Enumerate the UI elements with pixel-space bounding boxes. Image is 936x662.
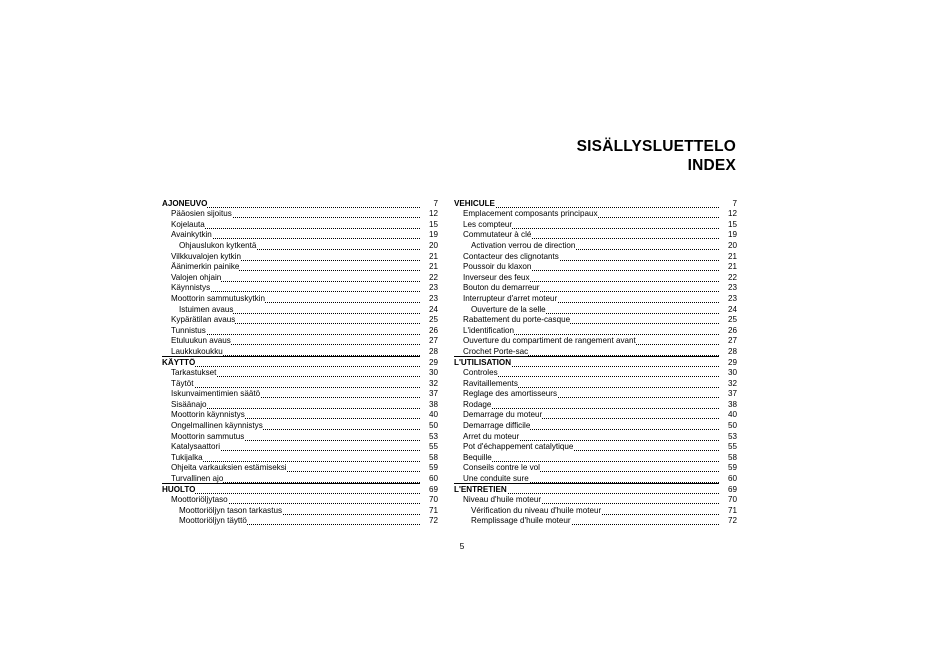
toc-entry (162, 420, 438, 431)
toc-entry-label: Ohjauslukon kytkentä (179, 240, 257, 250)
toc-entry-page: 32 (727, 378, 737, 388)
toc-entry-label: HUOLTO (162, 484, 196, 494)
toc-entry-page: 24 (727, 304, 737, 314)
toc-entry-page: 20 (727, 240, 737, 250)
toc-entry-label: Tarkastukset (171, 368, 217, 378)
toc-entry-page: 7 (433, 198, 438, 208)
toc-entry-page: 55 (727, 442, 737, 452)
toc-entry-label: Demarrage difficile (463, 421, 531, 431)
toc-entry-page: 23 (428, 293, 438, 303)
dot-leader (162, 492, 420, 494)
toc-entry-page: 60 (428, 474, 438, 484)
toc-entry (454, 442, 737, 453)
toc-entry (162, 240, 438, 251)
page-title-finnish: SISÄLLYSLUETTELO (576, 138, 736, 155)
toc-entry (162, 209, 438, 220)
toc-entry-page: 21 (727, 262, 737, 272)
toc-entry-label: Conseils contre le vol (463, 463, 540, 473)
toc-section-heading (454, 198, 737, 209)
toc-entry (162, 346, 438, 357)
toc-entry (162, 442, 438, 453)
toc-entry (454, 378, 737, 389)
toc-entry (162, 336, 438, 347)
toc-entry (454, 452, 737, 463)
dot-leader (171, 407, 420, 409)
toc-entry (162, 452, 438, 463)
toc-entry-label: Interrupteur d'arret moteur (463, 293, 558, 303)
toc-entry-page: 50 (428, 421, 438, 431)
toc-entry (162, 473, 438, 484)
toc-entry-label: Contacteur des clignotants (463, 251, 559, 261)
toc-entry-label: VEHICULE (454, 198, 495, 208)
toc-entry-page: 7 (732, 198, 737, 208)
toc-entry (162, 283, 438, 294)
toc-section-heading (162, 484, 438, 495)
toc-french (454, 198, 737, 526)
toc-entry-label: AJONEUVO (162, 198, 208, 208)
toc-entry-page: 69 (428, 484, 438, 494)
toc-entry-label: Bequille (463, 452, 492, 462)
toc-entry-page: 21 (727, 251, 737, 261)
toc-entry-page: 38 (428, 399, 438, 409)
toc-entry (162, 389, 438, 400)
toc-entry (454, 516, 737, 527)
toc-entry-label: L'UTILISATION (454, 357, 512, 367)
toc-entry-label: Crochet Porte-sac (463, 346, 529, 356)
toc-entry-label: Pääosien sijoitus (171, 209, 232, 219)
toc-entry-page: 60 (727, 474, 737, 484)
toc-entry-page: 12 (428, 209, 438, 219)
toc-entry-label: Activation verrou de direction (471, 240, 576, 250)
toc-entry-page: 72 (727, 516, 737, 526)
toc-entry-page: 70 (727, 495, 737, 505)
toc-entry-label: Pot d'échappement catalytique (463, 442, 574, 452)
toc-entry (162, 219, 438, 230)
toc-entry-label: Istuimen avaus (179, 304, 234, 314)
toc-entry (162, 325, 438, 336)
toc-entry (162, 378, 438, 389)
toc-entry (454, 346, 737, 357)
toc-entry-label: Inverseur des feux (463, 272, 530, 282)
toc-entry (454, 293, 737, 304)
toc-entry-page: 19 (428, 230, 438, 240)
toc-entry-label: Ongelmallinen käynnistys (171, 421, 263, 431)
toc-entry (454, 431, 737, 442)
toc-entry-page: 15 (727, 219, 737, 229)
toc-entry-page: 22 (727, 272, 737, 282)
toc-entry (454, 219, 737, 230)
toc-entry-label: Vilkkuvalojen kytkin (171, 251, 242, 261)
toc-entry-label: Rabattement du porte-casque (463, 315, 571, 325)
toc-entry-page: 29 (428, 357, 438, 367)
toc-entry-label: Poussoir du klaxon (463, 262, 532, 272)
toc-entry (454, 315, 737, 326)
toc-entry-page: 23 (727, 283, 737, 293)
toc-entry-page: 69 (727, 484, 737, 494)
toc-entry-page: 59 (428, 463, 438, 473)
toc-entry-page: 70 (428, 495, 438, 505)
toc-entry-page: 26 (727, 325, 737, 335)
toc-entry-page: 25 (727, 315, 737, 325)
toc-entry-label: Kypärätilan avaus (171, 315, 236, 325)
toc-finnish (162, 198, 438, 526)
toc-entry-page: 27 (727, 336, 737, 346)
toc-entry (454, 240, 737, 251)
toc-entry (162, 399, 438, 410)
toc-entry-label: Remplissage d'huile moteur (471, 516, 571, 526)
toc-entry-label: Les compteur (463, 219, 513, 229)
toc-section-heading (454, 484, 737, 495)
toc-entry-page: 24 (428, 304, 438, 314)
toc-entry (162, 463, 438, 474)
toc-entry-page: 15 (428, 219, 438, 229)
toc-entry-label: Kojelauta (171, 219, 205, 229)
page-number: 5 (459, 541, 465, 551)
toc-entry-page: 29 (727, 357, 737, 367)
toc-entry-page: 53 (428, 431, 438, 441)
toc-entry (454, 505, 737, 516)
toc-entry (162, 516, 438, 527)
toc-section-heading (454, 357, 737, 368)
toc-entry-label: Emplacement composants principaux (463, 209, 598, 219)
toc-entry-page: 28 (727, 346, 737, 356)
toc-entry-label: Niveau d'huile moteur (463, 495, 542, 505)
dot-leader (463, 407, 719, 409)
toc-entry-label: Katalysaattori (171, 442, 221, 452)
toc-entry (454, 272, 737, 283)
toc-entry-label: Moottorin sammutus (171, 431, 245, 441)
toc-entry (454, 262, 737, 273)
toc-entry-page: 28 (428, 346, 438, 356)
toc-section-heading (162, 357, 438, 368)
toc-entry-page: 58 (727, 452, 737, 462)
toc-entry (454, 495, 737, 506)
toc-entry-page: 50 (727, 421, 737, 431)
toc-entry-label: Moottoriöljytaso (171, 495, 228, 505)
toc-entry (162, 315, 438, 326)
toc-entry-page: 23 (727, 293, 737, 303)
toc-entry-label: Äänimerkin painike (171, 262, 240, 272)
toc-entry-label: Tukijalka (171, 452, 203, 462)
toc-entry (454, 420, 737, 431)
toc-entry (454, 283, 737, 294)
toc-entry-label: Valojen ohjain (171, 272, 222, 282)
toc-entry (162, 495, 438, 506)
toc-entry-label: Arret du moteur (463, 431, 520, 441)
toc-entry (162, 293, 438, 304)
toc-entry-label: Une conduite sure (463, 474, 529, 484)
toc-entry-label: L'ENTRETIEN (454, 484, 507, 494)
toc-entry-page: 37 (428, 389, 438, 399)
toc-entry (454, 389, 737, 400)
toc-entry-label: Etuluukun avaus (171, 336, 231, 346)
dot-leader (171, 386, 420, 388)
dot-leader (463, 460, 719, 462)
toc-entry-label: Commutateur à clé (463, 230, 532, 240)
toc-entry (162, 368, 438, 379)
toc-entry (454, 325, 737, 336)
toc-entry-label: Bouton du demarreur (463, 283, 540, 293)
toc-entry-page: 30 (428, 368, 438, 378)
toc-entry-page: 59 (727, 463, 737, 473)
toc-entry-page: 25 (428, 315, 438, 325)
toc-entry-label: Tunnistus (171, 325, 206, 335)
toc-entry-page: 71 (727, 505, 737, 515)
toc-entry (454, 304, 737, 315)
toc-entry-page: 21 (428, 251, 438, 261)
toc-entry-label: Ohjeita varkauksien estämiseksi (171, 463, 287, 473)
toc-entry-page: 22 (428, 272, 438, 282)
toc-entry-page: 26 (428, 325, 438, 335)
toc-entry (454, 399, 737, 410)
toc-entry-label: Ouverture du compartiment de rangement avant (463, 336, 636, 346)
toc-entry (162, 410, 438, 421)
toc-entry-label: Laukkukoukku (171, 346, 223, 356)
dot-leader (171, 227, 420, 229)
toc-entry-page: 20 (428, 240, 438, 250)
toc-entry-page: 72 (428, 516, 438, 526)
toc-entry-page: 38 (727, 399, 737, 409)
toc-entry (162, 431, 438, 442)
toc-entry-page: 40 (428, 410, 438, 420)
toc-entry-page: 12 (727, 209, 737, 219)
toc-entry-label: Moottorin sammutuskytkin (171, 293, 266, 303)
dot-leader (162, 365, 420, 367)
toc-entry-page: 55 (428, 442, 438, 452)
toc-entry-label: Ravitaillements (463, 378, 518, 388)
toc-entry-page: 27 (428, 336, 438, 346)
toc-entry-page: 32 (428, 378, 438, 388)
toc-entry-label: Rodage (463, 399, 492, 409)
toc-entry (454, 463, 737, 474)
toc-entry-page: 19 (727, 230, 737, 240)
toc-entry (162, 262, 438, 273)
toc-entry-label: Käynnistys (171, 283, 211, 293)
toc-section-heading (162, 198, 438, 209)
toc-entry (454, 209, 737, 220)
toc-entry-label: Moottorin käynnistys (171, 410, 245, 420)
toc-entry (162, 251, 438, 262)
toc-entry-page: 71 (428, 505, 438, 515)
toc-entry-page: 37 (727, 389, 737, 399)
dot-leader (171, 333, 420, 335)
toc-entry-page: 53 (727, 431, 737, 441)
toc-entry-page: 23 (428, 283, 438, 293)
toc-entry (454, 473, 737, 484)
toc-entry-page: 58 (428, 452, 438, 462)
toc-entry-label: Reglage des amortisseurs (463, 389, 558, 399)
toc-entry-label: Demarrage du moteur (463, 410, 543, 420)
toc-entry (162, 230, 438, 241)
toc-entry (162, 505, 438, 516)
toc-entry-page: 21 (428, 262, 438, 272)
toc-entry-label: Täytöt (171, 378, 194, 388)
toc-entry (454, 336, 737, 347)
dot-leader (171, 460, 420, 462)
dot-leader (463, 375, 719, 377)
toc-entry-label: Iskunvaimentimien säätö (171, 389, 261, 399)
toc-entry-page: 30 (727, 368, 737, 378)
toc-entry-label: KÄYTTÖ (162, 357, 196, 367)
toc-entry-label: Ouverture de la selle (471, 304, 546, 314)
toc-entry-label: L'identification (463, 325, 515, 335)
toc-entry-page: 40 (727, 410, 737, 420)
toc-entry-label: Vérification du niveau d'huile moteur (471, 505, 602, 515)
toc-entry (454, 410, 737, 421)
toc-entry-label: Controles (463, 368, 498, 378)
toc-entry (162, 304, 438, 315)
toc-entry-label: Moottoriöljyn tason tarkastus (179, 505, 283, 515)
toc-entry (454, 251, 737, 262)
toc-entry (454, 368, 737, 379)
toc-entry-label: Sisäänajo (171, 399, 207, 409)
toc-entry (454, 230, 737, 241)
toc-entry-label: Moottoriöljyn täyttö (179, 516, 247, 526)
toc-entry-label: Avainkytkin (171, 230, 212, 240)
page-title-french: INDEX (687, 157, 736, 174)
toc-entry-label: Turvallinen ajo (171, 474, 224, 484)
toc-entry (162, 272, 438, 283)
